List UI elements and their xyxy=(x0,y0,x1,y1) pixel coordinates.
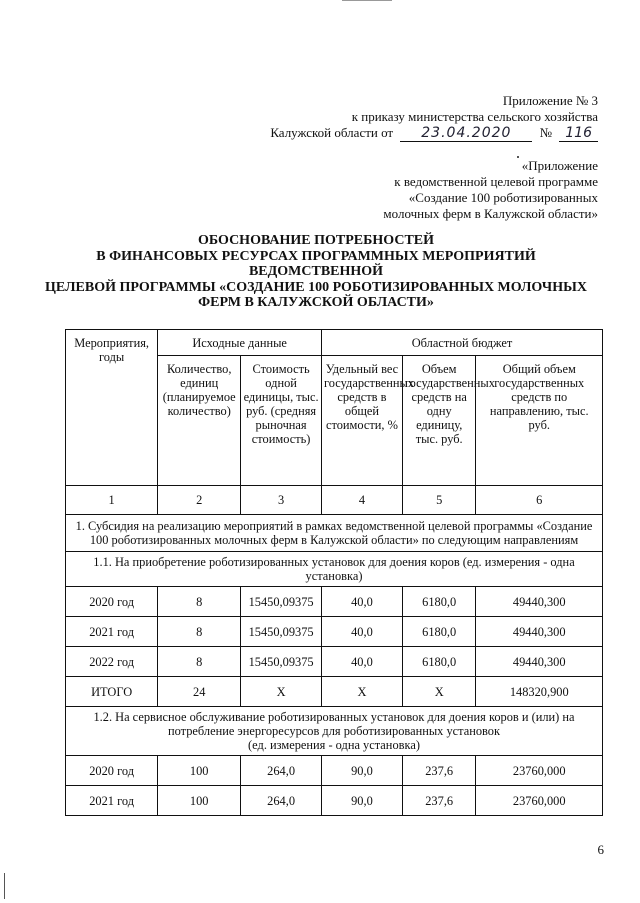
appendix-number: Приложение № 3 xyxy=(502,93,598,108)
handwritten-date: 23.04.2020 xyxy=(400,125,532,142)
row-quantity: 8 xyxy=(158,587,241,617)
table-row-total xyxy=(66,677,603,707)
row-unit-cost: 15450,09375 xyxy=(241,647,322,677)
number-sign: № xyxy=(539,125,553,140)
financial-needs-table xyxy=(65,329,603,816)
row-unit-cost: 15450,09375 xyxy=(241,617,322,647)
top-scan-mark xyxy=(342,0,392,2)
handwritten-order-number: 116 xyxy=(559,125,598,142)
subsection-1-2-heading xyxy=(66,707,603,756)
row-total: 23760,000 xyxy=(476,756,603,786)
program-appendix-header xyxy=(383,158,598,222)
row-year: ИТОГО xyxy=(66,677,158,707)
row-unit-cost: 264,0 xyxy=(241,786,322,816)
row-share: 40,0 xyxy=(322,587,403,617)
header-events: Мероприятия, годы xyxy=(66,330,158,486)
row-share: 90,0 xyxy=(322,786,403,816)
column-number: 1 xyxy=(66,486,158,515)
header-total-volume: Общий объем государственных средств по направлению, тыс. руб. xyxy=(476,356,603,486)
row-unit-cost: 264,0 xyxy=(241,756,322,786)
row-total: 148320,900 xyxy=(476,677,603,707)
row-total: 49440,300 xyxy=(476,617,603,647)
program-appendix-line1: «Приложение xyxy=(521,158,598,173)
row-year: 2022 год xyxy=(66,647,158,677)
table-row xyxy=(66,587,603,617)
column-number: 5 xyxy=(402,486,476,515)
row-share: 90,0 xyxy=(322,756,403,786)
column-number: 3 xyxy=(241,486,322,515)
column-number-row xyxy=(66,486,603,515)
appendix-date-line xyxy=(270,125,598,142)
column-number: 4 xyxy=(322,486,403,515)
subsection-1-1-heading: 1.1. На приобретение роботизированных установок для доения коров (ед. измерения - одна установка) xyxy=(66,552,603,587)
title-line-1: ОБОСНОВАНИЕ ПОТРЕБНОСТЕЙ xyxy=(197,233,435,248)
row-volume: X xyxy=(402,677,476,707)
subsection-1-2-text: 1.2. На сервисное обслуживание роботизированных установок для доения коров и (или) на потребление энергоресурсов для роботизированных установок xyxy=(93,710,575,738)
header-state-share: Удельный вес государственных средств в общей стоимости, % xyxy=(322,356,403,486)
table-row xyxy=(66,756,603,786)
appendix-order-ref: к приказу министерства сельского хозяйства xyxy=(351,109,598,124)
row-quantity: 24 xyxy=(158,677,241,707)
row-total: 49440,300 xyxy=(476,587,603,617)
section-1-heading: 1. Субсидия на реализацию мероприятий в рамках ведомственной целевой программы «Создание 100 роботизированных молочных ферм в Калужской области» по следующим направлениям xyxy=(66,515,603,552)
row-year: 2021 год xyxy=(66,786,158,816)
row-year: 2020 год xyxy=(66,756,158,786)
header-unit-cost: Стоимость одной единицы, тыс. руб. (средняя рыночная стоимость) xyxy=(241,356,322,486)
header-regional-budget: Областной бюджет xyxy=(322,330,603,356)
row-share: X xyxy=(322,677,403,707)
title-line-4: ЦЕЛЕВОЙ ПРОГРАММЫ «СОЗДАНИЕ 100 РОБОТИЗИРОВАННЫХ МОЛОЧНЫХ xyxy=(45,279,587,295)
row-total: 49440,300 xyxy=(476,647,603,677)
header-source-data: Исходные данные xyxy=(158,330,322,356)
row-quantity: 100 xyxy=(158,756,241,786)
header-volume-per-unit: Объем государственных средств на одну единицу, тыс. руб. xyxy=(402,356,476,486)
row-volume: 237,6 xyxy=(402,786,476,816)
scan-margin-mark xyxy=(4,873,8,899)
row-unit-cost: X xyxy=(241,677,322,707)
header-quantity: Количество, единиц (планируемое количество) xyxy=(158,356,241,486)
table-row xyxy=(66,647,603,677)
table-row xyxy=(66,617,603,647)
row-volume: 6180,0 xyxy=(402,617,476,647)
row-volume: 237,6 xyxy=(402,756,476,786)
column-number: 6 xyxy=(476,486,603,515)
table-row xyxy=(66,786,603,816)
row-total: 23760,000 xyxy=(476,786,603,816)
column-number: 2 xyxy=(158,486,241,515)
row-year: 2021 год xyxy=(66,617,158,647)
row-unit-cost: 15450,09375 xyxy=(241,587,322,617)
row-volume: 6180,0 xyxy=(402,647,476,677)
program-appendix-line2: к ведомственной целевой программе xyxy=(394,174,598,189)
program-appendix-line4: молочных ферм в Калужской области» xyxy=(383,206,598,221)
title-line-5: ФЕРМ В КАЛУЖСКОЙ ОБЛАСТИ» xyxy=(198,295,434,310)
subsection-1-2-unit: (ед. измерения - одна установка) xyxy=(248,738,420,752)
page-number: 6 xyxy=(597,842,604,857)
row-share: 40,0 xyxy=(322,647,403,677)
program-appendix-line3: «Создание 100 роботизированных xyxy=(408,190,598,205)
appendix-header xyxy=(270,93,598,142)
row-quantity: 8 xyxy=(158,647,241,677)
date-prefix: Калужской области от xyxy=(270,125,394,140)
title-line-2: В ФИНАНСОВЫХ РЕСУРСАХ ПРОГРАММНЫХ МЕРОПРИЯТИЙ xyxy=(96,248,536,264)
row-quantity: 100 xyxy=(158,786,241,816)
row-quantity: 8 xyxy=(158,617,241,647)
row-year: 2020 год xyxy=(66,587,158,617)
row-volume: 6180,0 xyxy=(402,587,476,617)
row-share: 40,0 xyxy=(322,617,403,647)
document-title xyxy=(30,233,602,311)
title-line-3: ВЕДОМСТВЕННОЙ xyxy=(248,264,384,279)
